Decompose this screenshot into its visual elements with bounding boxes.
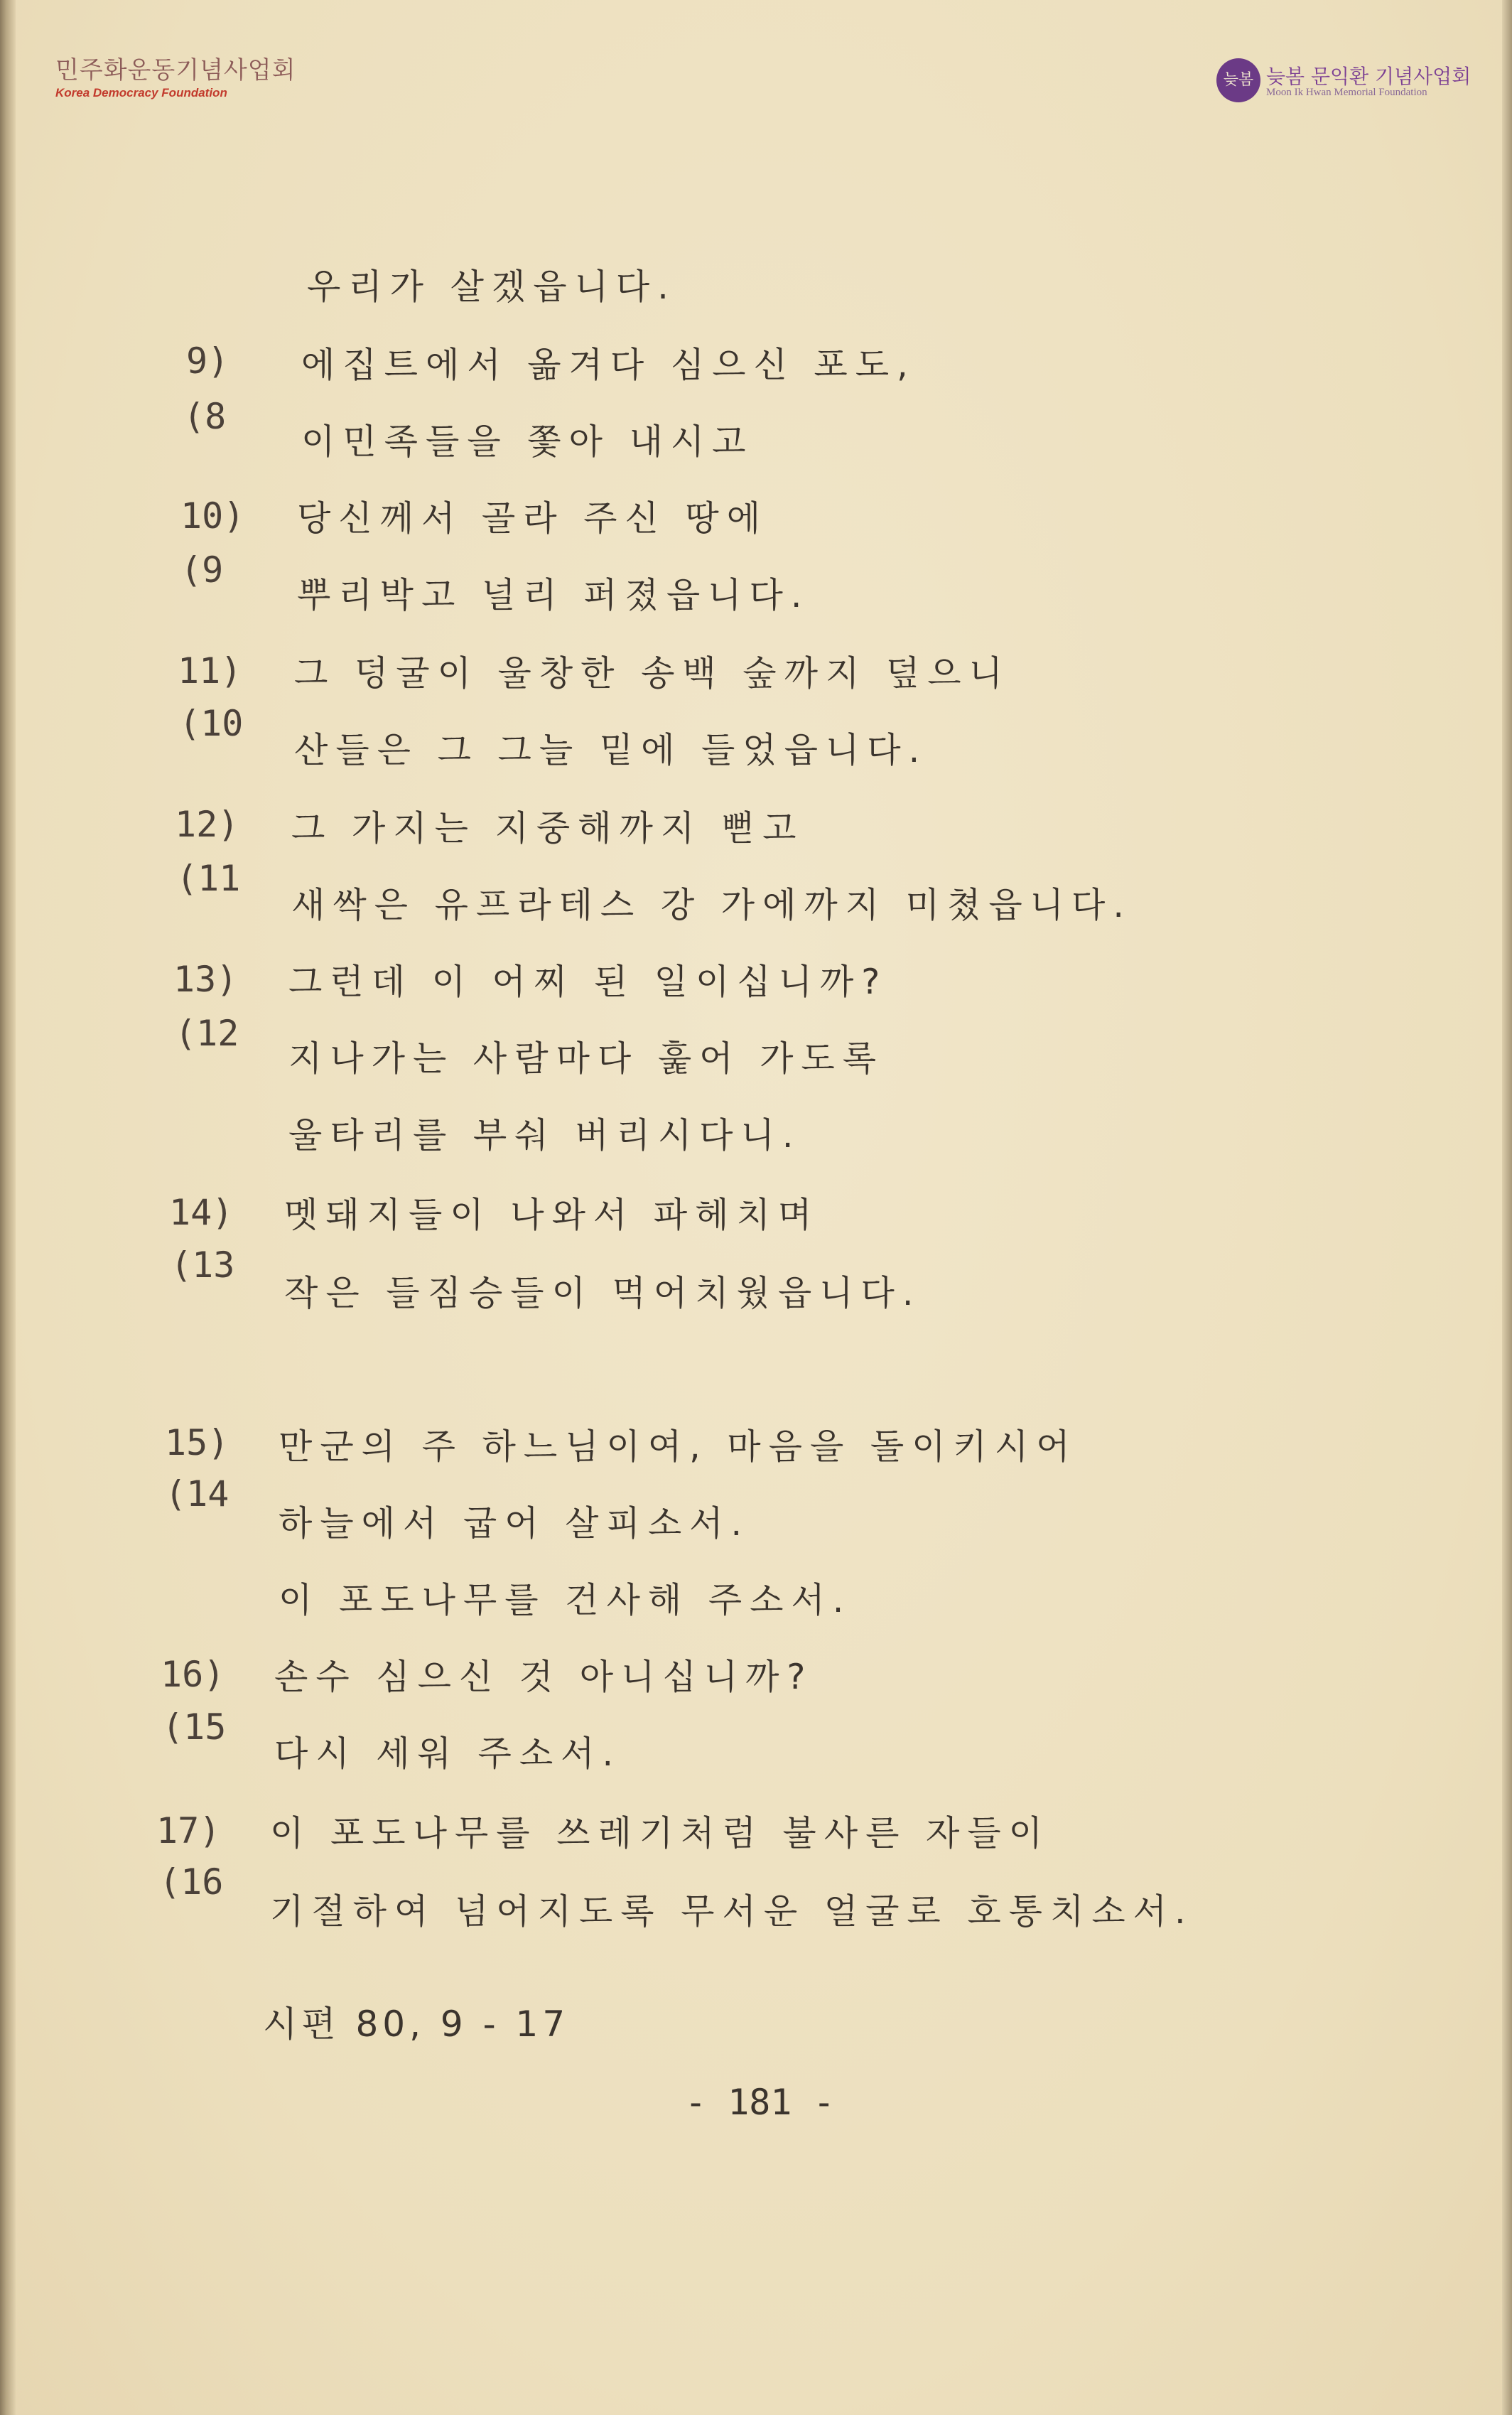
page-number: - 181 -: [685, 2082, 835, 2123]
verse-alt-number: (14: [165, 1473, 230, 1515]
verse-line: 에집트에서 옮겨다 심으신 포도,: [301, 345, 916, 385]
verse-line: 이 포도나무를 쓰레기처럼 불사른 자들이: [270, 1813, 1050, 1854]
verse-line: 하늘에서 굽어 살피소서.: [279, 1503, 750, 1544]
verse-alt-number: (15: [162, 1706, 227, 1748]
verse-number: 10): [180, 495, 245, 537]
verse-alt-number: (8: [183, 396, 227, 437]
verse-number: 15): [165, 1422, 230, 1463]
verse-line: 우리가 살겠읍니다.: [307, 267, 676, 307]
seal-icon: 늦봄: [1216, 58, 1260, 102]
binding-edge: [0, 0, 16, 2415]
verse-line: 기절하여 넘어지도록 무서운 얼굴로 호통치소서.: [270, 1891, 1194, 1932]
logo-right-english: Moon Ik Hwan Memorial Foundation: [1266, 87, 1427, 98]
verse-line: 산들은 그 그늘 밑에 들었읍니다.: [294, 730, 928, 770]
verse-alt-number: (11: [176, 858, 241, 899]
verse-number: 14): [169, 1192, 234, 1233]
verse-line: 지나가는 사람마다 훑어 가도록: [288, 1038, 885, 1079]
verse-line: 뿌리박고 널리 퍼졌읍니다.: [297, 575, 810, 615]
verse-alt-number: (16: [159, 1861, 224, 1903]
verse-line: 이민족들을 쫓아 내시고: [301, 421, 754, 462]
scripture-reference: 시편 80, 9 - 17: [263, 2003, 570, 2045]
verse-number: 16): [161, 1654, 225, 1695]
verse-alt-number: (9: [180, 549, 224, 591]
logo-right-korean: 늦봄 문익환 기념사업회: [1266, 65, 1472, 88]
verse-number: 11): [178, 650, 242, 692]
verse-line: 이 포도나무를 건사해 주소서.: [279, 1580, 852, 1620]
verse-number: 9): [186, 340, 230, 382]
verse-line: 새싹은 유프라테스 강 가에까지 미쳤읍니다.: [291, 885, 1132, 925]
verse-line: 당신께서 골라 주신 땅에: [297, 498, 769, 539]
verse-number: 13): [173, 959, 238, 1000]
verse-line: 다시 세워 주소서.: [274, 1733, 622, 1774]
verse-alt-number: (13: [171, 1244, 235, 1286]
moon-ik-hwan-foundation-logo: [1216, 55, 1472, 105]
korea-democracy-foundation-logo: [55, 55, 297, 105]
verse-alt-number: (10: [179, 703, 244, 744]
verse-alt-number: (12: [175, 1013, 239, 1054]
verse-line: 작은 들짐승들이 먹어치웠읍니다.: [284, 1273, 922, 1313]
page-edge: [1502, 0, 1512, 2415]
verse-number: 12): [175, 804, 239, 845]
verse-line: 만군의 주 하느님이여, 마음을 돌이키시어: [279, 1426, 1078, 1467]
verse-line: 그 가지는 지중해까지 뻗고: [291, 808, 804, 849]
verse-line: 손수 심으신 것 아니십니까?: [274, 1657, 814, 1697]
verse-number: 17): [156, 1810, 221, 1851]
verse-line: 멧돼지들이 나와서 파헤치며: [284, 1195, 820, 1235]
verse-line: 울타리를 부숴 버리시다니.: [288, 1115, 801, 1156]
logo-left-english: Korea Democracy Foundation: [55, 86, 227, 99]
verse-line: 그런데 이 어찌 된 일이십니까?: [288, 962, 888, 1002]
verse-line: 그 덩굴이 울창한 송백 숲까지 덮으니: [294, 653, 1010, 694]
logo-left-korean: 민주화운동기념사업회: [55, 56, 296, 85]
